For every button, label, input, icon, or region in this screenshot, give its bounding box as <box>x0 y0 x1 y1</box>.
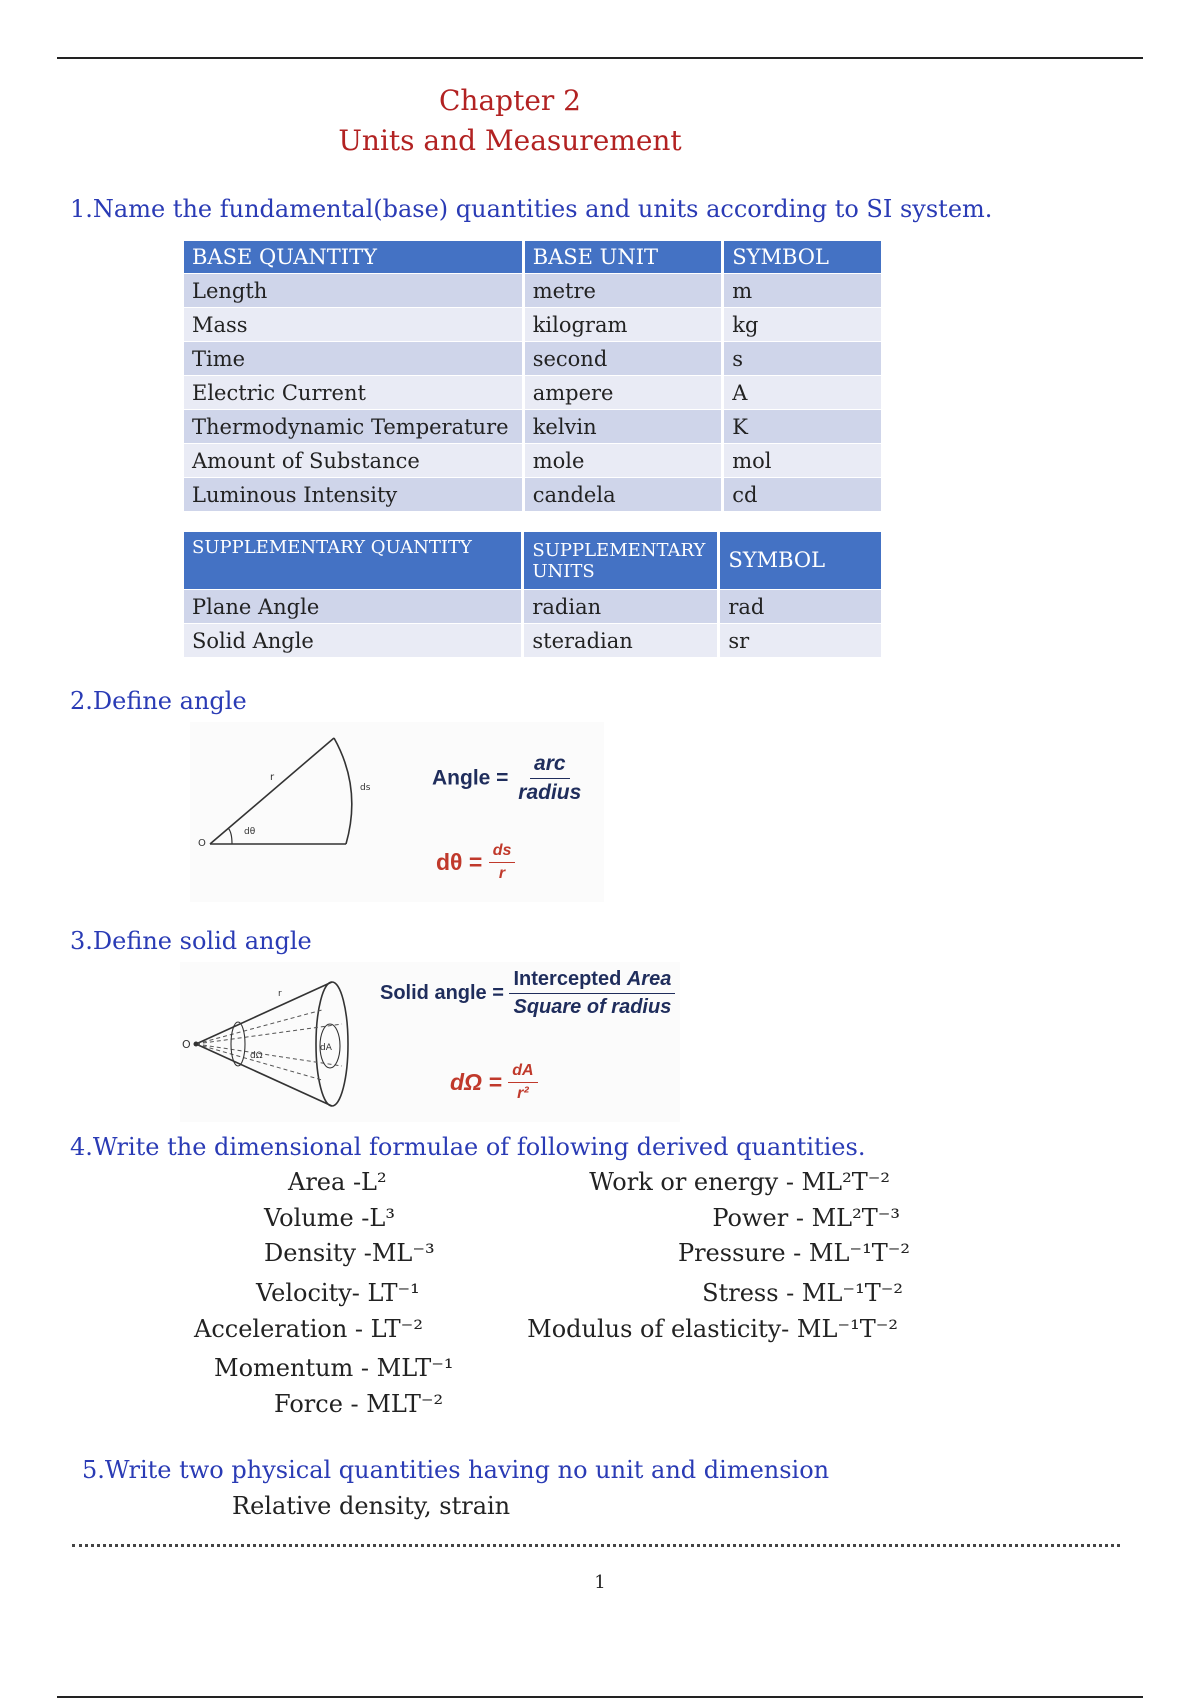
column-header: SYMBOL <box>723 241 883 274</box>
dimension-left-item: Momentum - MLT⁻¹ <box>214 1354 454 1382</box>
table-cell: ampere <box>523 376 723 410</box>
dimension-right-item: Power - ML²T⁻³ <box>712 1204 900 1232</box>
table-cell: mol <box>723 444 883 478</box>
solid-angle-denominator: Square of radius <box>513 996 672 1018</box>
table-cell: second <box>523 342 723 376</box>
table-cell: radian <box>523 590 719 624</box>
table-cell: kg <box>723 308 883 342</box>
angle-equation <box>432 752 585 805</box>
table-row <box>184 342 883 376</box>
question-5-answer: Relative density, strain <box>232 1492 511 1520</box>
base-quantities-table <box>184 241 884 511</box>
dtheta-fraction <box>489 842 516 883</box>
dotted-separator <box>72 1544 1120 1547</box>
bottom-rule <box>57 1696 1143 1698</box>
angle-differential-equation <box>436 842 515 883</box>
table-cell: Solid Angle <box>184 624 523 658</box>
table-cell: Thermodynamic Temperature <box>184 410 523 444</box>
column-header: SUPPLEMENTARY QUANTITY <box>184 532 523 590</box>
table-cell: Plane Angle <box>184 590 523 624</box>
dimension-left-item: Volume -L³ <box>264 1204 395 1232</box>
question-4: 4.Write the dimensional formulae of following derived quantities. <box>70 1133 866 1161</box>
column-header: BASE QUANTITY <box>184 241 523 274</box>
solid-angle-equation <box>380 968 675 1019</box>
dtheta-numerator: ds <box>489 842 516 863</box>
solid-numerator-plain: Intercepted <box>513 968 622 990</box>
table-header-row <box>184 241 883 274</box>
dimension-right-item: Modulus of elasticity- ML⁻¹T⁻² <box>527 1315 898 1343</box>
table-cell: Electric Current <box>184 376 523 410</box>
solid-origin-label: O <box>182 1038 191 1051</box>
solid-area-label: dA <box>320 1043 332 1053</box>
chapter-label: Chapter 2 <box>439 84 581 117</box>
solid-angle-numerator <box>509 968 675 994</box>
table-header-row <box>184 532 883 590</box>
dtheta-lhs: dθ = <box>436 849 483 875</box>
table-cell: m <box>723 274 883 308</box>
solid-angle-differential-equation <box>450 1062 538 1103</box>
plane-angle-diagram <box>190 722 390 872</box>
table-cell: Length <box>184 274 523 308</box>
table-cell: kelvin <box>523 410 723 444</box>
angle-eq-lhs: Angle = <box>432 766 509 790</box>
table-cell: Time <box>184 342 523 376</box>
solid-angle-fraction <box>509 968 675 1019</box>
solid-radius-label: r <box>278 989 282 999</box>
question-2: 2.Define angle <box>70 687 247 715</box>
table-cell: A <box>723 376 883 410</box>
domega-denominator: r² <box>517 1085 529 1102</box>
table-row <box>184 478 883 512</box>
angle-numerator: arc <box>530 752 570 779</box>
angle-denominator: radius <box>518 781 582 804</box>
dimension-left-item: Density -ML⁻³ <box>264 1239 435 1267</box>
dimension-right-item: Pressure - ML⁻¹T⁻² <box>677 1239 910 1267</box>
question-1: 1.Name the fundamental(base) quantities and units according to SI system. <box>70 195 993 223</box>
column-header: SYMBOL <box>719 532 883 590</box>
dimension-left-item: Force - MLT⁻² <box>274 1390 444 1418</box>
page-number: 1 <box>594 1572 606 1593</box>
arc-label: ds <box>360 783 371 793</box>
supplementary-quantities-table <box>184 532 884 657</box>
origin-label: O <box>198 838 206 849</box>
table-cell: s <box>723 342 883 376</box>
table-cell: Amount of Substance <box>184 444 523 478</box>
dtheta-denominator: r <box>498 865 506 882</box>
table-cell: sr <box>719 624 883 658</box>
table-row <box>184 308 883 342</box>
table-cell: steradian <box>523 624 719 658</box>
dimension-right-item: Work or energy - ML²T⁻² <box>589 1168 890 1196</box>
domega-fraction <box>508 1062 537 1103</box>
table-cell: K <box>723 410 883 444</box>
table-cell: mole <box>523 444 723 478</box>
solid-eq-lhs: Solid angle = <box>380 982 504 1004</box>
table-cell: kilogram <box>523 308 723 342</box>
table-cell: candela <box>523 478 723 512</box>
top-rule <box>57 57 1143 59</box>
solid-angle-diagram <box>180 962 360 1122</box>
table-cell: cd <box>723 478 883 512</box>
solid-angle-label: dΩ <box>250 1051 263 1061</box>
dimension-left-item: Area -L² <box>288 1168 387 1196</box>
domega-numerator: dA <box>508 1062 537 1083</box>
solid-numerator-italic: Area <box>626 968 672 990</box>
column-header: BASE UNIT <box>523 241 723 274</box>
question-5: 5.Write two physical quantities having no unit and dimension <box>82 1456 830 1484</box>
table-row <box>184 624 883 658</box>
angle-label: dθ <box>244 827 256 837</box>
question-3: 3.Define solid angle <box>70 927 312 955</box>
column-header: SUPPLEMENTARY UNITS <box>523 532 719 590</box>
table-cell: metre <box>523 274 723 308</box>
table-row <box>184 444 883 478</box>
dimension-left-item: Acceleration - LT⁻² <box>194 1315 423 1343</box>
angle-fraction <box>514 752 585 805</box>
page-title: Units and Measurement <box>338 124 682 157</box>
domega-lhs: dΩ = <box>450 1069 502 1095</box>
table-cell: Mass <box>184 308 523 342</box>
table-cell: rad <box>719 590 883 624</box>
dimension-left-item: Velocity- LT⁻¹ <box>256 1279 420 1307</box>
radius-label: r <box>270 772 275 783</box>
table-row <box>184 376 883 410</box>
table-cell: Luminous Intensity <box>184 478 523 512</box>
table-row <box>184 590 883 624</box>
dimension-right-item: Stress - ML⁻¹T⁻² <box>702 1279 903 1307</box>
table-row <box>184 410 883 444</box>
table-row <box>184 274 883 308</box>
